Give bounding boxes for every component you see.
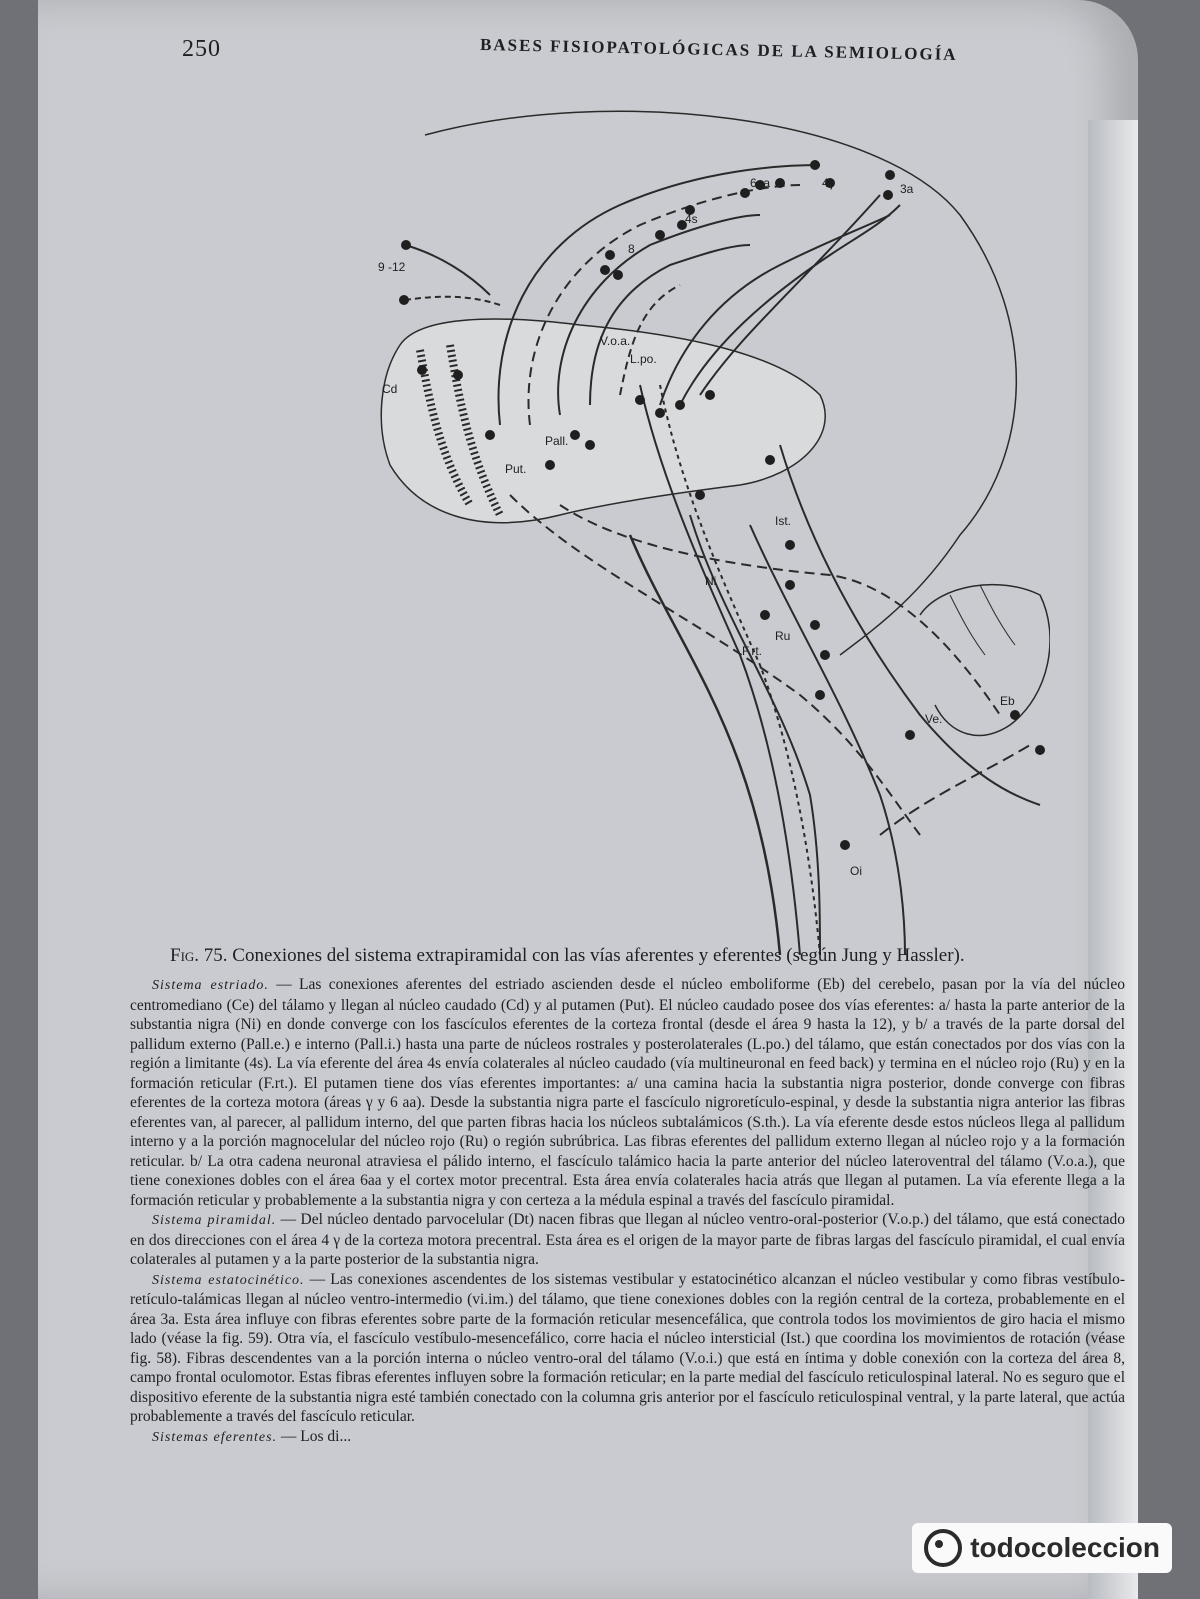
paragraph-text: — Las conexiones aferentes del estriado ascienden desde el núcleo emboliforme (Eb) del cerebelo, pasan por la vía del núcleo centromediano (Ce) del tálamo y llegan al núcleo caudado (Cd) y al putamen (Put). El núcleo caudado posee dos vías eferentes: a/ hasta la parte anterior de la substantia nigra (Ni) en donde converge con los fascículos eferentes de la corteza frontal (desde el área 9 hasta la 12), y b/ a través de la parte dorsal del pallidum externo (Pall.e.) e interno (Pall.i.) hasta una parte de núcleos rostrales y posterolaterales (L.po.) del tálamo, que están conectados por dos vías con la región a limitante (4s). La vía eferente del área 4s envía colaterales al núcleo caudado (vía multineuronal en feed back) y termina en el núcleo rojo (Ru) y en la formación reticular (F.rt.). El putamen tiene dos vías eferentes importantes: a/ una camina hacia la substantia nigra posterior, donde converge con fibras eferentes de la corteza motora (áreas γ y 6 aa). Desde la substantia nigra parte el fascículo nigroretículo-espinal, y desde la substantia nigra anterior las fibras eferentes van, al parecer, al pallidum interno, del que parten fibras hacia los núcleos subtalámicos (S.th.). La vía eferente desde estos núcleos llega al pallidum interno y a la porción magnocelular del núcleo rojo (Ru) o región subrúbrica. Las fibras eferentes del pallidum externo llegan al núcleo rojo y a la formación reticular. b/ La otra cadena neuronal atraviesa el pálido interno, el fascículo talámico hacia la parte anterior del núcleo lateroventral del tálamo (V.o.a.), que tiene conexiones dobles con el área 6aa y el cortex motor precentral. Esta área envía colaterales hacia atrás que llegan al putamen. La vía eferente llega a la formación reticular y probablemente a la substantia nigra y con certeza a la médula espinal a través del fascículo piramidal. [130, 976, 1125, 1209]
paragraph [130, 1210, 1125, 1270]
label-eb: Eb [1000, 694, 1015, 708]
watermark-logo [912, 1523, 1172, 1573]
label-8: 8 [628, 242, 635, 256]
caption-prefix: Fig. 75. [170, 945, 228, 966]
label-cd: Cd [382, 382, 398, 396]
paragraph-heading: Sistemas eferentes. [152, 1429, 278, 1445]
label-pall: Pall. [545, 434, 569, 448]
label-ist: Ist. [775, 514, 792, 528]
label-3a: 3a [900, 182, 914, 196]
label-6aa: 6aa [750, 176, 771, 190]
label-frt: F.rt. [742, 644, 762, 658]
label-oi: Oi [850, 864, 862, 878]
label-4g: 4γ [822, 176, 835, 190]
figure-caption [170, 945, 1130, 967]
paragraph-heading: Sistema estatocinético. [152, 1272, 305, 1288]
running-head: BASES FISIOPATOLÓGICAS DE LA SEMIOLOGÍA [479, 35, 958, 64]
extrapyramidal-diagram [360, 95, 1050, 955]
label-voa: V.o.a. [600, 334, 631, 348]
caption-text: Conexiones del sistema extrapiramidal con las vías aferentes y eferentes (según Jung y Hassler). [232, 945, 965, 966]
todocoleccion-logo-icon [924, 1529, 962, 1567]
paragraph-heading: Sistema estriado. [152, 978, 269, 993]
paragraph-text: — Del núcleo dentado parvocelular (Dt) nacen fibras que llegan al núcleo ventro-oral-posterior (V.o.p.) del tálamo, que está conectado en dos direcciones con el área 4 γ de la corteza motora precentral. Esta área es el origen de la mayor parte de fibras largas del fascículo piramidal, el cual envía colaterales al putamen y a la parte posterior de la substantia nigra. [130, 1211, 1126, 1268]
label-ru: Ru [775, 629, 791, 643]
paragraph [130, 1427, 1125, 1448]
label-put: Put. [505, 462, 527, 476]
label-ve: Ve. [925, 712, 943, 726]
paragraph [130, 975, 1125, 1210]
label-lpo: L.po. [630, 352, 657, 366]
paragraph-heading: Sistema piramidal. [152, 1213, 277, 1228]
label-ni: Ni [705, 574, 717, 588]
paragraph-text: — Los di... [277, 1427, 352, 1445]
page-number: 250 [182, 36, 221, 62]
body-text [130, 975, 1125, 1447]
paragraph [130, 1270, 1125, 1427]
paragraph-text: — Las conexiones ascendentes de los sistemas vestibular y estatocinético alcanzan el núcleo vestibular y como fibras vestíbulo-retículo-talámicas llegan al núcleo ventro-intermedio (vi.im.) del tálamo, que tiene conexiones dobles con la región central de la corteza, probablemente en el área 3a. Esta área influye con fibras eferentes sobre parte de la formación reticular mesencefálica, que controla todos los movimientos de giro hacia el mismo lado (véase la fig. 59). Otra vía, el fascículo vestíbulo-mesencefálico, corre hacia el núcleo intersticial (Ist.) que coordina los movimientos de rotación (véase fig. 58). Fibras descendentes van a la porción interna o núcleo ventro-oral del tálamo (V.o.i.) que está en íntima y doble conexión con la corteza del área 8, campo frontal oculomotor. Estas fibras eferentes influyen sobre la formación reticular; en la parte medial del fascículo reticulospinal lateral. No es seguro que el dispositivo eferente de la substantia nigra esté también conectado con la columna gris anterior por el fascículo reticulospinal ventral, y la parte lateral, que actúa probablemente a través del fascículo reticular. [130, 1270, 1125, 1425]
label-4s: 4s [685, 212, 698, 226]
watermark-text: todocoleccion [970, 1532, 1160, 1563]
label-9-12: 9 -12 [378, 260, 406, 274]
